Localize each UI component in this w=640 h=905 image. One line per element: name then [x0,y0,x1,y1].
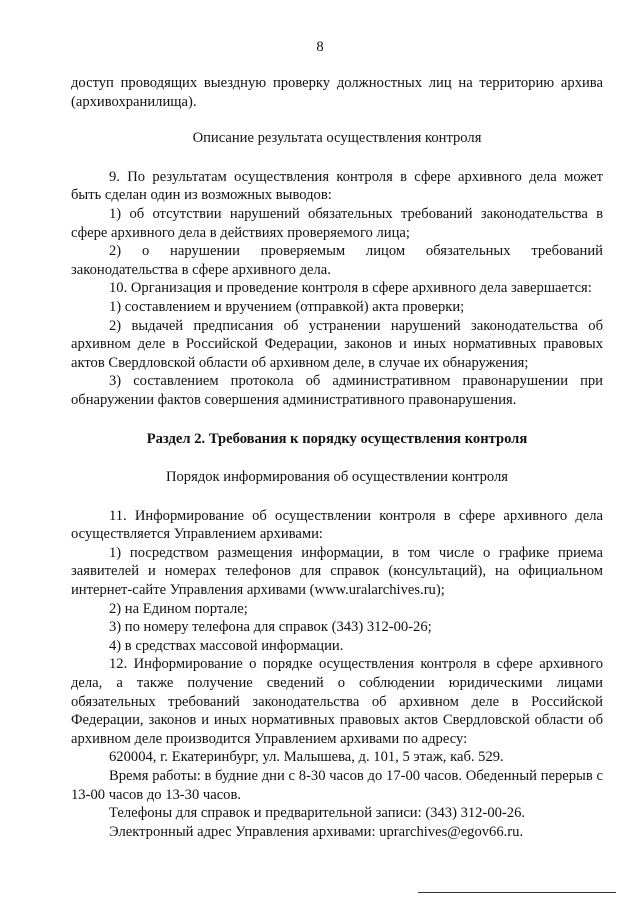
paragraph-9: 9. По результатам осуществления контроля в сфере архивного дела может быть сделан один из возможных выводов: [71,168,603,204]
page-number: 8 [316,39,324,55]
section-2-heading: Раздел 2. Требования к порядку осуществления контроля [146,430,528,447]
paragraph-12-phones: Телефоны для справок и предварительной записи: (343) 312-00-26. [109,805,526,822]
footer-divider [418,892,616,893]
paragraph-10: 10. Организация и проведение контроля в сфере архивного дела завершается: [109,280,592,297]
paragraph-10-item-2: 2) выдачей предписания об устранении нарушений законодательства об архивном деле в Российской Федерации, законов и иных нормативных правовых актов Свердловской области об архивном деле, в случае их обнаружения; [71,317,603,371]
paragraph-12-hours: Время работы: в будние дни с 8-30 часов до 17-00 часов. Обеденный перерыв с 13-00 часов до 13-30 часов. [71,768,603,803]
paragraph-12-email: Электронный адрес Управления архивами: uprarchives@egov66.ru. [109,823,524,840]
paragraph-11-item-1: 1) посредством размещения информации, в том числе о графике приема заявителей и номерах телефонов для справок (консультаций), на официальном интернет-сайте Управления архивами (www.uralarchives.ru); [71,544,603,599]
paragraph-12-address: 620004, г. Екатеринбург, ул. Малышева, д. 101, 5 этаж, каб. 529. [109,749,504,766]
paragraph-11: 11. Информирование об осуществлении контроля в сфере архивного дела осуществляется Управлением архивами: [71,507,603,543]
paragraph-10-item-1: 1) составлением и вручением (отправкой) акта проверки; [109,298,465,315]
paragraph-9-item-2: 2) о нарушении проверяемым лицом обязательных требований законодательства в сфере архивного дела. [71,243,603,278]
document-body [71,74,603,841]
paragraph-9-item-1: 1) об отсутствии нарушений обязательных требований законодательства в сфере архивного дела в действиях проверяемого лица; [71,205,603,241]
paragraph-10-item-3: 3) составлением протокола об административном правонарушении при обнаружении фактов совершения административного правонарушения. [71,373,603,408]
paragraph-continuation: доступ проводящих выездную проверку должностных лиц на территорию архива (архивохранилища). [71,75,603,110]
paragraph-11-item-3: 3) по номеру телефона для справок (343) 312-00-26; [109,619,432,636]
heading-control-result: Описание результата осуществления контроля [192,130,482,147]
heading-informing-procedure: Порядок информирования об осуществлении контроля [165,469,509,486]
paragraph-12: 12. Информирование о порядке осуществления контроля в сфере архивного дела, а также получение сведений о соблюдении юридическими лицами обязательных требований законодательства об архивном деле в Российской Федерации, законов и иных нормативных правовых актов Свердловской области об архивном деле производится Управлением архивами по адресу: [71,656,603,747]
paragraph-11-item-4: 4) в средствах массовой информации. [109,637,344,654]
paragraph-11-item-2: 2) на Едином портале; [109,600,248,617]
